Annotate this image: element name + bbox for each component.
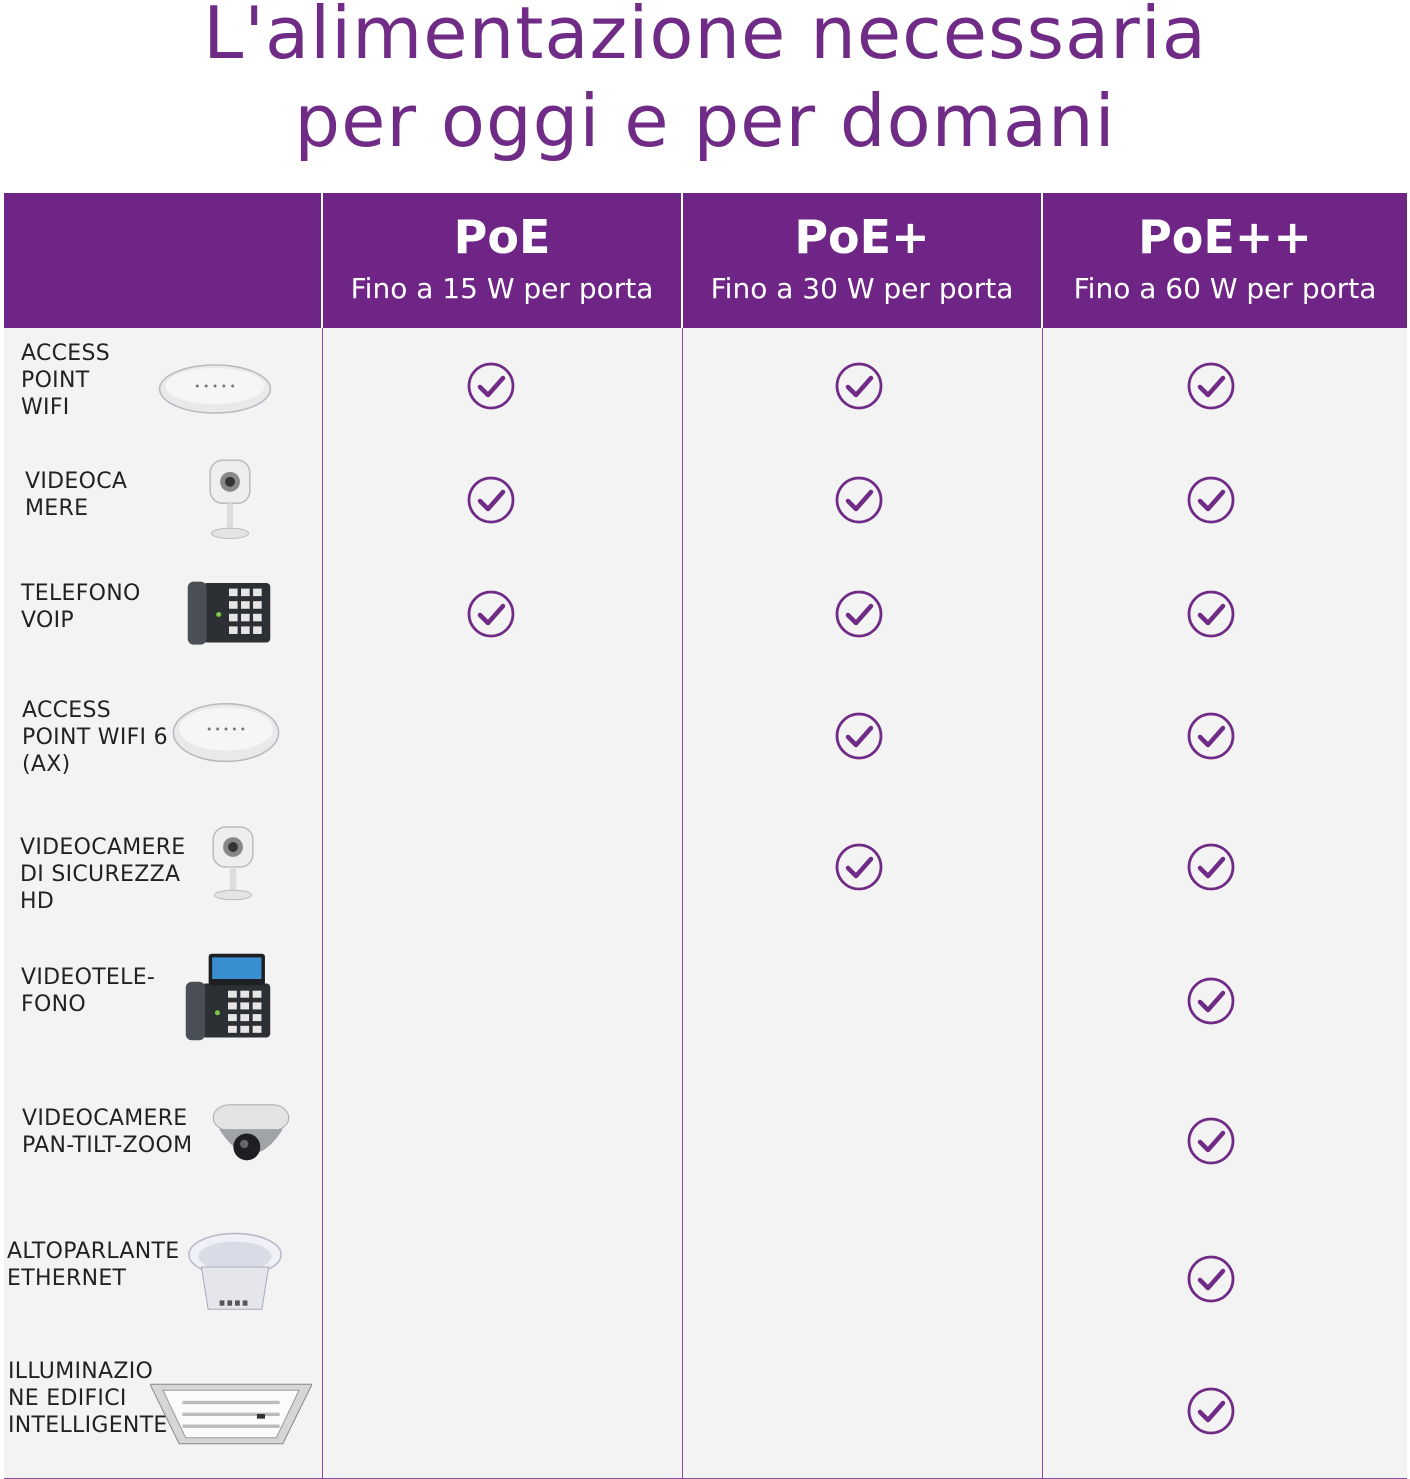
header-poe-plus — [683, 193, 1041, 328]
camera-icon — [199, 456, 261, 542]
check-icon — [1187, 843, 1235, 891]
table-row — [4, 671, 1407, 800]
check-icon — [467, 590, 515, 638]
table-row — [4, 442, 1407, 557]
table-row — [4, 1214, 1407, 1344]
row-label: VIDEOCAMERE DI SICUREZZA HD — [20, 835, 186, 914]
dome-camera-icon — [209, 1101, 293, 1175]
check-icon — [1187, 1117, 1235, 1165]
row-label: ACCESS POINT WIFI 6 (AX) — [22, 698, 168, 777]
desk-phone-icon — [186, 576, 272, 646]
row-label: VIDEOCAMERE PAN-TILT-ZOOM — [22, 1106, 193, 1158]
column-divider — [682, 328, 683, 1479]
row-label: VIDEOTELE- FONO — [21, 965, 156, 1017]
check-icon — [835, 476, 883, 524]
check-icon — [835, 362, 883, 410]
header-poe — [323, 193, 681, 328]
header-name: PoE — [453, 210, 551, 264]
check-icon — [1187, 1255, 1235, 1303]
check-icon — [835, 590, 883, 638]
column-divider — [1042, 328, 1043, 1479]
table-row — [4, 1067, 1407, 1215]
header-subtitle: Fino a 15 W per porta — [350, 272, 654, 305]
check-icon — [1187, 712, 1235, 760]
table-row — [4, 1343, 1407, 1479]
column-divider — [322, 328, 323, 1479]
camera-icon — [202, 823, 264, 903]
check-icon — [1187, 362, 1235, 410]
row-label: TELEFONO VOIP — [21, 581, 141, 633]
header-poe-plus-plus — [1043, 193, 1407, 328]
access-point-icon — [170, 693, 282, 765]
table-row — [4, 556, 1407, 672]
table-row — [4, 934, 1407, 1068]
check-icon — [1187, 590, 1235, 638]
header-subtitle: Fino a 30 W per porta — [710, 272, 1014, 305]
row-label: ALTOPARLANTE ETHERNET — [7, 1239, 180, 1291]
check-icon — [1187, 977, 1235, 1025]
row-label: ACCESS POINT WIFI — [21, 341, 111, 420]
header-subtitle: Fino a 60 W per porta — [1073, 272, 1377, 305]
table-row — [4, 799, 1407, 935]
check-icon — [467, 362, 515, 410]
speaker-icon — [187, 1230, 283, 1318]
check-icon — [1187, 1387, 1235, 1435]
video-phone-icon — [184, 952, 272, 1042]
title-line-2: per oggi e per domani — [294, 79, 1116, 163]
access-point-icon — [156, 356, 274, 416]
check-icon — [467, 476, 515, 524]
ceiling-light-icon — [150, 1381, 312, 1447]
table-row — [4, 328, 1407, 443]
title-line-1: L'alimentazione necessaria — [203, 0, 1207, 75]
check-icon — [835, 843, 883, 891]
row-label: VIDEOCA MERE — [25, 469, 128, 521]
check-icon — [835, 712, 883, 760]
header-name: PoE++ — [1138, 210, 1312, 264]
row-label: ILLUMINAZIO NE EDIFICI INTELLIGENTE — [8, 1359, 168, 1438]
header-name: PoE+ — [794, 210, 930, 264]
poe-comparison-table — [4, 193, 1407, 1479]
check-icon — [1187, 476, 1235, 524]
header-blank-cell — [4, 193, 321, 328]
